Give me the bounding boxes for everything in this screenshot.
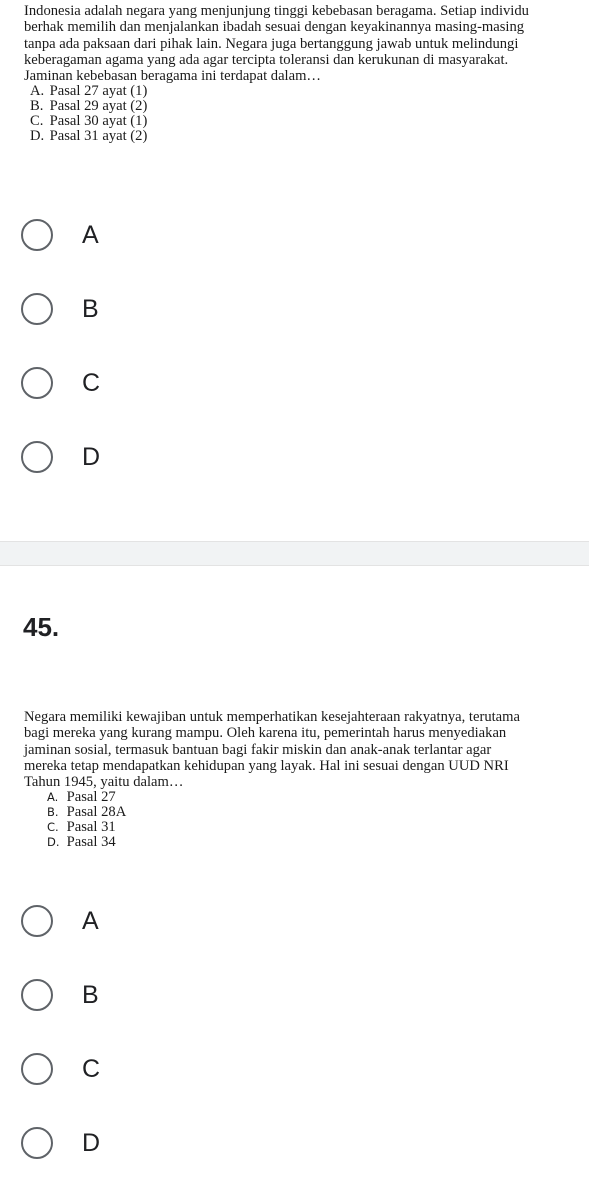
radio-label: D bbox=[82, 1128, 101, 1157]
radio-option-a[interactable] bbox=[21, 897, 321, 945]
answer-key-text: Pasal 27 bbox=[66, 789, 116, 806]
radio-label: B bbox=[82, 980, 99, 1009]
question-text-line: berhak memilih dan menjalankan ibadah sesuai dengan keyakinannya masing-masing bbox=[24, 19, 525, 36]
question-text-line: keberagaman agama yang ada agar tercipta toleransi dan kerukunan di masyarakat. bbox=[24, 51, 509, 68]
radio-label: C bbox=[82, 1054, 101, 1083]
question-44-image bbox=[0, 3, 589, 144]
radio-option-c[interactable] bbox=[21, 1045, 321, 1093]
answer-key-letter: C. bbox=[47, 820, 59, 835]
answer-key-letter: A. bbox=[47, 790, 59, 805]
radio-circle-icon[interactable] bbox=[21, 1127, 53, 1159]
question-text-line: jaminan sosial, termasuk bantuan bagi fakir miskin dan anak-anak terlantar agar bbox=[24, 741, 492, 758]
radio-option-c[interactable] bbox=[21, 359, 321, 407]
question-text-line: Tahun 1945, yaitu dalam… bbox=[24, 774, 184, 791]
answer-key-item bbox=[47, 805, 589, 820]
radio-circle-icon[interactable] bbox=[21, 367, 53, 399]
answer-key-list bbox=[0, 84, 589, 143]
radio-option-b[interactable] bbox=[21, 285, 321, 333]
answer-key-text: Pasal 31 ayat (2) bbox=[49, 127, 148, 144]
answer-key-text: Pasal 30 ayat (1) bbox=[49, 113, 148, 130]
answer-key-text: Pasal 34 bbox=[66, 833, 116, 850]
answer-key-item bbox=[30, 84, 589, 99]
answer-key-item bbox=[30, 99, 589, 114]
answer-key-letter: A. bbox=[30, 83, 45, 100]
answer-key-item bbox=[47, 820, 589, 835]
answer-key-item bbox=[30, 129, 589, 144]
question-divider bbox=[0, 541, 589, 566]
answer-key-text: Pasal 27 ayat (1) bbox=[49, 83, 148, 100]
radio-circle-icon[interactable] bbox=[21, 979, 53, 1011]
radio-circle-icon[interactable] bbox=[21, 441, 53, 473]
answer-key-letter: B. bbox=[30, 98, 44, 115]
answer-key-letter: C. bbox=[30, 113, 44, 130]
answer-key-letter: B. bbox=[47, 805, 59, 820]
answer-key-list bbox=[0, 790, 589, 849]
answer-key-text: Pasal 31 bbox=[66, 819, 116, 836]
question-text-line: bagi mereka yang kurang mampu. Oleh karena itu, pemerintah harus menyediakan bbox=[24, 725, 507, 742]
question-number: 45. bbox=[23, 612, 60, 642]
radio-option-d[interactable] bbox=[21, 433, 321, 481]
radio-label: A bbox=[82, 906, 99, 935]
radio-circle-icon[interactable] bbox=[21, 219, 53, 251]
question-text-line: Indonesia adalah negara yang menjunjung tinggi kebebasan beragama. Setiap individu bbox=[24, 3, 529, 19]
radio-option-a[interactable] bbox=[21, 211, 321, 259]
radio-circle-icon[interactable] bbox=[21, 905, 53, 937]
question-text-line: mereka tetap mendapatkan kehidupan yang layak. Hal ini sesuai dengan UUD NRI bbox=[24, 757, 509, 774]
answer-key-item bbox=[47, 835, 589, 850]
question-text-line: Negara memiliki kewajiban untuk memperhatikan kesejahteraan rakyatnya, terutama bbox=[24, 709, 520, 725]
answer-key-text: Pasal 29 ayat (2) bbox=[49, 98, 148, 115]
answer-key-letter: D. bbox=[30, 127, 45, 144]
radio-label: B bbox=[82, 294, 99, 323]
question-text-line: Jaminan kebebasan beragama ini terdapat dalam… bbox=[24, 68, 322, 85]
answer-key-item bbox=[47, 790, 589, 805]
answer-key-letter: D. bbox=[47, 834, 60, 849]
radio-label: A bbox=[82, 220, 99, 249]
radio-label: C bbox=[82, 368, 101, 397]
radio-option-d[interactable] bbox=[21, 1119, 321, 1167]
question-45-image bbox=[0, 709, 589, 850]
question-text-line: tanpa ada paksaan dari pihak lain. Negara juga bertanggung jawab untuk melindungi bbox=[24, 35, 519, 52]
radio-option-b[interactable] bbox=[21, 971, 321, 1019]
radio-label: D bbox=[82, 442, 101, 471]
answer-key-text: Pasal 28A bbox=[66, 804, 127, 821]
radio-circle-icon[interactable] bbox=[21, 1053, 53, 1085]
radio-circle-icon[interactable] bbox=[21, 293, 53, 325]
answer-key-item bbox=[30, 114, 589, 129]
